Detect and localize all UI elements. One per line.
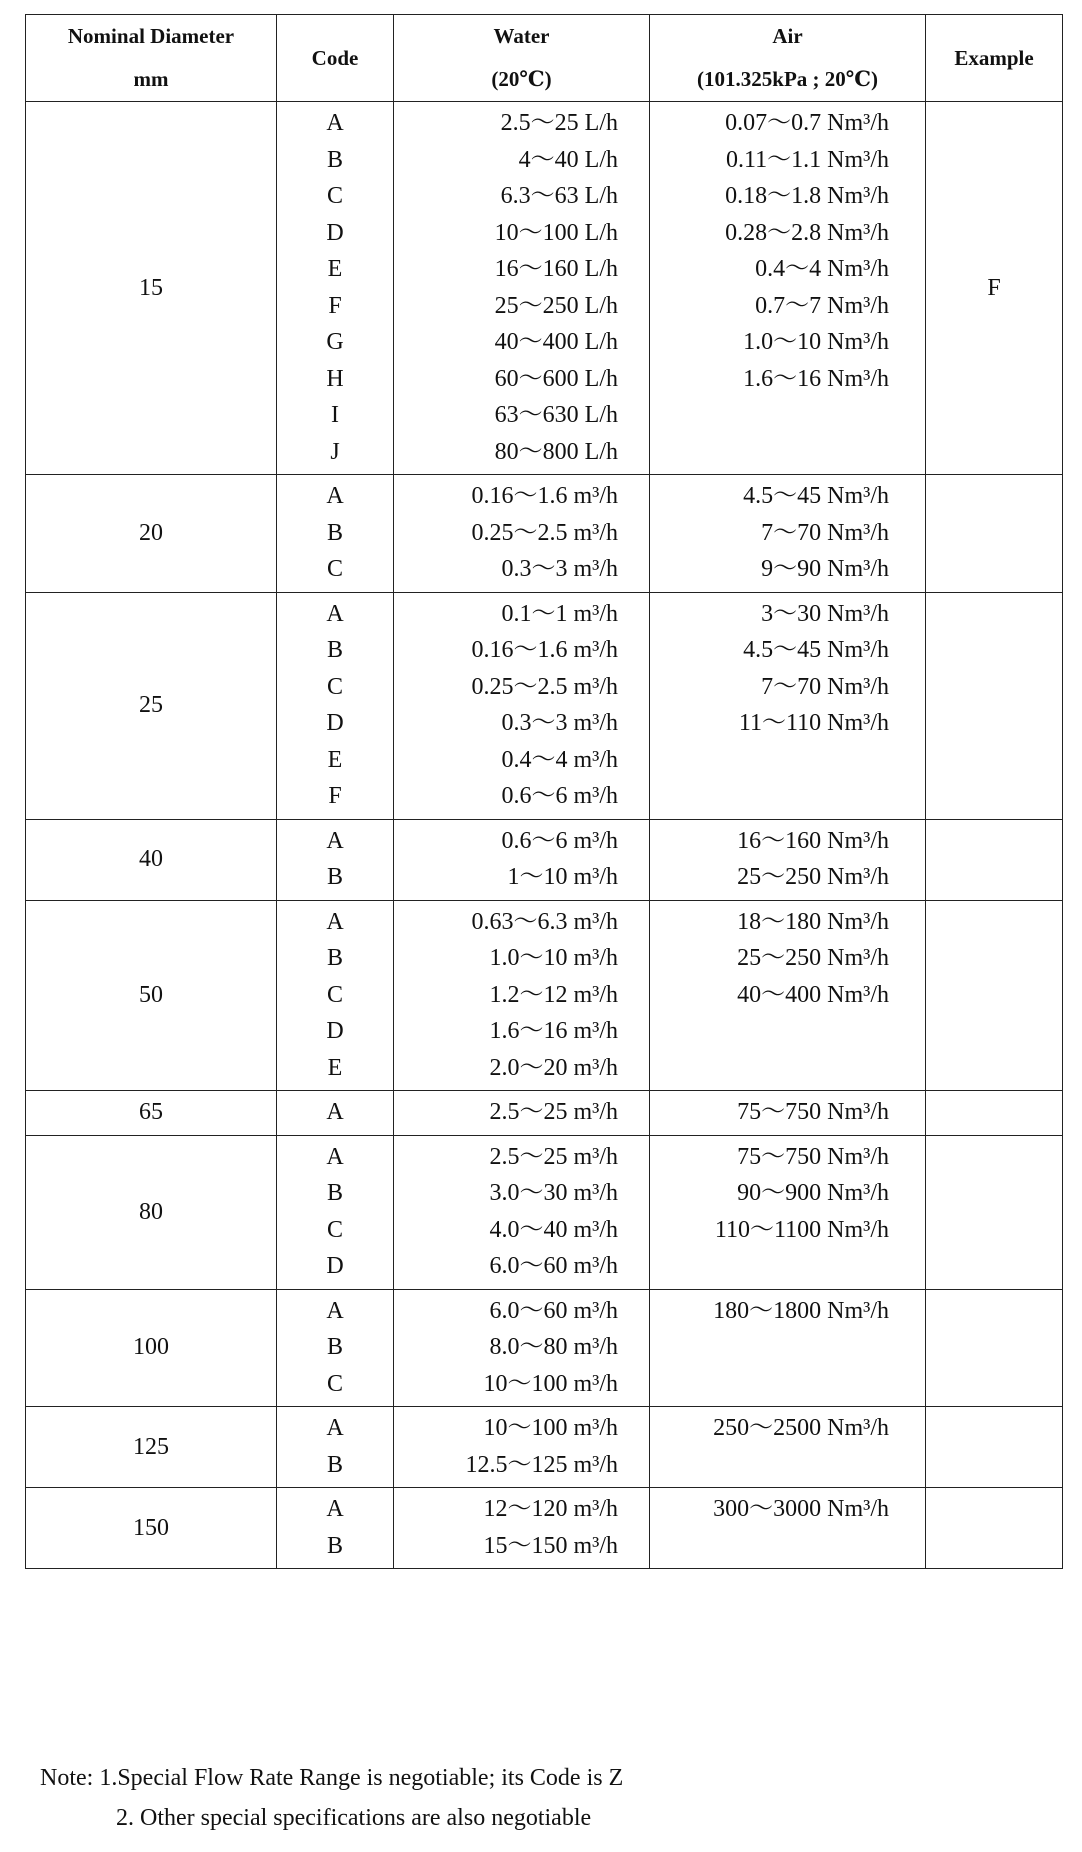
water-range-value: 80～800 L/h	[494, 438, 618, 465]
water-range-value: 0.25～2.5 m³/h	[471, 673, 618, 700]
air-range-value: 0.7～7 Nm³/h	[755, 292, 889, 319]
example-cell	[926, 475, 1063, 593]
code-cell	[277, 102, 394, 475]
water-range-value: 0.3～3 m³/h	[501, 556, 618, 582]
air-range-cell	[650, 592, 926, 819]
code-value: J	[330, 438, 340, 465]
water-range-value: 6.0～60 m³/h	[489, 1253, 618, 1279]
code-cell	[277, 1488, 394, 1569]
example-cell	[926, 592, 1063, 819]
code-value: B	[326, 637, 343, 663]
example-cell	[926, 1407, 1063, 1488]
code-value: C	[326, 1370, 343, 1397]
code-value: C	[326, 981, 343, 1008]
code-value: B	[326, 1180, 343, 1206]
header-water-line2: (20℃)	[491, 67, 552, 91]
water-range-cell	[394, 1091, 650, 1136]
water-range-cell	[394, 1488, 650, 1569]
code-value: B	[326, 146, 343, 173]
header-air	[650, 15, 926, 102]
example-cell	[926, 900, 1063, 1091]
water-range-value: 40～400 L/h	[494, 329, 618, 355]
air-range-value: 0.07～0.7 Nm³/h	[725, 110, 889, 136]
code-value: A	[326, 1415, 344, 1441]
air-range-value: 4.5～45 Nm³/h	[743, 637, 889, 663]
code-value: A	[326, 600, 344, 627]
code-value: I	[331, 402, 339, 428]
nominal-diameter-cell: 150	[26, 1488, 277, 1569]
water-range-value: 0.63～6.3 m³/h	[471, 908, 618, 935]
header-air-line1: Air	[772, 24, 803, 48]
code-value: D	[326, 710, 344, 736]
water-range-cell	[394, 1135, 650, 1289]
example-cell	[926, 819, 1063, 900]
water-range-value: 0.3～3 m³/h	[501, 710, 618, 736]
header-nominal-diameter-line1: Nominal Diameter	[67, 24, 235, 48]
air-range-value: 40～400 Nm³/h	[737, 981, 889, 1008]
air-range-cell	[650, 1488, 926, 1569]
nominal-diameter-cell: 50	[26, 900, 277, 1091]
water-range-value: 25～250 L/h	[494, 292, 618, 319]
header-code: Code	[277, 15, 394, 102]
header-water-line1: Water	[493, 24, 550, 48]
air-range-value: 7～70 Nm³/h	[761, 673, 889, 700]
air-range-value: 7～70 Nm³/h	[761, 519, 889, 546]
header-nominal-diameter-line2: mm	[133, 67, 169, 91]
air-range-value: 180～1800 Nm³/h	[713, 1297, 889, 1324]
air-range-cell	[650, 900, 926, 1091]
water-range-value: 1～10 m³/h	[507, 864, 618, 890]
code-value: C	[326, 1216, 343, 1243]
water-range-value: 4～40 L/h	[518, 146, 618, 173]
air-range-value: 11～110 Nm³/h	[738, 710, 889, 736]
table-header	[26, 15, 1063, 102]
code-cell	[277, 819, 394, 900]
water-range-value: 4.0～40 m³/h	[489, 1216, 618, 1243]
table-row	[26, 900, 1063, 1091]
nominal-diameter-cell: 80	[26, 1135, 277, 1289]
code-value: D	[326, 219, 344, 246]
example-cell	[926, 1289, 1063, 1407]
code-value: A	[326, 1099, 344, 1125]
table-row	[26, 1135, 1063, 1289]
water-range-value: 2.5～25 L/h	[500, 110, 618, 136]
water-range-value: 10～100 L/h	[494, 219, 618, 246]
code-cell	[277, 1407, 394, 1488]
water-range-value: 10～100 m³/h	[483, 1415, 618, 1441]
code-value: F	[328, 292, 342, 319]
water-range-cell	[394, 102, 650, 475]
water-range-value: 0.16～1.6 m³/h	[471, 637, 618, 663]
air-range-cell	[650, 819, 926, 900]
water-range-value: 60～600 L/h	[494, 365, 618, 392]
water-range-value: 1.6～16 m³/h	[489, 1018, 618, 1044]
table-row	[26, 1091, 1063, 1136]
code-cell	[277, 1135, 394, 1289]
water-range-cell	[394, 475, 650, 593]
table-row	[26, 475, 1063, 593]
air-range-value: 25～250 Nm³/h	[737, 864, 889, 890]
air-range-value: 9～90 Nm³/h	[761, 556, 889, 582]
code-value: B	[326, 1451, 343, 1478]
water-range-value: 0.16～1.6 m³/h	[471, 483, 618, 509]
header-air-line2: (101.325kPa ; 20℃)	[697, 67, 878, 91]
notes	[40, 1758, 623, 1838]
water-range-value: 10～100 m³/h	[483, 1370, 618, 1397]
code-value: B	[326, 1532, 343, 1559]
header-nominal-diameter	[26, 15, 277, 102]
table-row	[26, 1289, 1063, 1407]
table-row	[26, 102, 1063, 475]
air-range-value: 0.4～4 Nm³/h	[755, 256, 889, 282]
table-row	[26, 592, 1063, 819]
table-body	[26, 102, 1063, 1569]
water-range-value: 2.0～20 m³/h	[489, 1054, 618, 1081]
code-value: A	[326, 827, 344, 854]
air-range-cell	[650, 102, 926, 475]
note-line-1: Note: 1.Special Flow Rate Range is negotiable; its Code is Z	[40, 1765, 624, 1791]
water-range-cell	[394, 900, 650, 1091]
water-range-value: 2.5～25 m³/h	[489, 1099, 618, 1125]
code-cell	[277, 475, 394, 593]
example-cell: F	[926, 102, 1063, 475]
note-line-2: 2. Other special specifications are also negotiable	[116, 1805, 592, 1831]
example-cell	[926, 1091, 1063, 1136]
header-water	[394, 15, 650, 102]
code-cell	[277, 1289, 394, 1407]
nominal-diameter-cell: 25	[26, 592, 277, 819]
water-range-value: 0.1～1 m³/h	[501, 600, 618, 627]
code-value: A	[326, 110, 344, 136]
nominal-diameter-cell: 100	[26, 1289, 277, 1407]
air-range-value: 0.28～2.8 Nm³/h	[725, 219, 889, 246]
air-range-cell	[650, 1135, 926, 1289]
code-value: B	[326, 945, 343, 971]
water-range-value: 1.2～12 m³/h	[489, 981, 618, 1008]
code-value: C	[326, 183, 343, 209]
air-range-value: 0.11～1.1 Nm³/h	[726, 146, 889, 173]
water-range-value: 0.6～6 m³/h	[501, 827, 618, 854]
water-range-value: 0.6～6 m³/h	[501, 783, 618, 809]
code-value: E	[327, 256, 343, 282]
water-range-value: 16～160 L/h	[494, 256, 618, 282]
code-value: B	[326, 1334, 343, 1360]
air-range-cell	[650, 475, 926, 593]
code-value: A	[326, 1496, 344, 1522]
air-range-value: 250～2500 Nm³/h	[713, 1415, 889, 1441]
water-range-value: 0.4～4 m³/h	[501, 746, 618, 773]
table-row	[26, 1488, 1063, 1569]
water-range-value: 8.0～80 m³/h	[489, 1334, 618, 1360]
header-example: Example	[926, 15, 1063, 102]
air-range-value: 25～250 Nm³/h	[737, 945, 889, 971]
water-range-value: 2.5～25 m³/h	[489, 1143, 618, 1170]
water-range-value: 12.5～125 m³/h	[465, 1451, 618, 1478]
air-range-value: 1.0～10 Nm³/h	[743, 329, 889, 355]
air-range-value: 3～30 Nm³/h	[761, 600, 889, 627]
air-range-value: 0.18～1.8 Nm³/h	[725, 183, 889, 209]
code-value: A	[326, 483, 344, 509]
nominal-diameter-cell: 20	[26, 475, 277, 593]
air-range-cell	[650, 1289, 926, 1407]
nominal-diameter-cell: 15	[26, 102, 277, 475]
water-range-value: 6.3～63 L/h	[500, 183, 618, 209]
code-value: D	[326, 1253, 344, 1279]
code-cell	[277, 900, 394, 1091]
air-range-value: 75～750 Nm³/h	[737, 1099, 889, 1125]
code-value: E	[327, 746, 343, 773]
nominal-diameter-cell: 125	[26, 1407, 277, 1488]
table-row	[26, 819, 1063, 900]
table-row	[26, 1407, 1063, 1488]
air-range-value: 300～3000 Nm³/h	[713, 1496, 889, 1522]
code-value: B	[326, 519, 343, 546]
code-value: A	[326, 1143, 344, 1170]
air-range-value: 110～1100 Nm³/h	[714, 1216, 889, 1243]
air-range-value: 16～160 Nm³/h	[737, 827, 889, 854]
code-value: B	[326, 864, 343, 890]
water-range-cell	[394, 1407, 650, 1488]
header-row	[26, 15, 1063, 102]
water-range-value: 12～120 m³/h	[483, 1496, 618, 1522]
water-range-value: 63～630 L/h	[494, 402, 618, 428]
code-value: H	[326, 365, 344, 392]
code-value: A	[326, 1297, 344, 1324]
example-cell	[926, 1135, 1063, 1289]
flow-range-table	[25, 14, 1063, 1569]
air-range-value: 1.6～16 Nm³/h	[743, 365, 889, 392]
water-range-value: 6.0～60 m³/h	[489, 1297, 618, 1324]
code-cell	[277, 1091, 394, 1136]
nominal-diameter-cell: 40	[26, 819, 277, 900]
code-value: D	[326, 1018, 344, 1044]
code-value: G	[326, 329, 344, 355]
water-range-value: 15～150 m³/h	[483, 1532, 618, 1559]
nominal-diameter-cell: 65	[26, 1091, 277, 1136]
air-range-value: 90～900 Nm³/h	[737, 1180, 889, 1206]
example-cell	[926, 1488, 1063, 1569]
water-range-value: 1.0～10 m³/h	[489, 945, 618, 971]
water-range-cell	[394, 1289, 650, 1407]
code-value: C	[326, 556, 343, 582]
air-range-cell	[650, 1091, 926, 1136]
water-range-cell	[394, 819, 650, 900]
air-range-value: 4.5～45 Nm³/h	[743, 483, 889, 509]
air-range-cell	[650, 1407, 926, 1488]
water-range-value: 3.0～30 m³/h	[489, 1180, 618, 1206]
code-value: F	[328, 783, 342, 809]
code-value: A	[326, 908, 344, 935]
air-range-value: 18～180 Nm³/h	[737, 908, 889, 935]
code-value: C	[326, 673, 343, 700]
code-value: E	[327, 1054, 343, 1081]
air-range-value: 75～750 Nm³/h	[737, 1143, 889, 1170]
water-range-cell	[394, 592, 650, 819]
water-range-value: 0.25～2.5 m³/h	[471, 519, 618, 546]
code-cell	[277, 592, 394, 819]
